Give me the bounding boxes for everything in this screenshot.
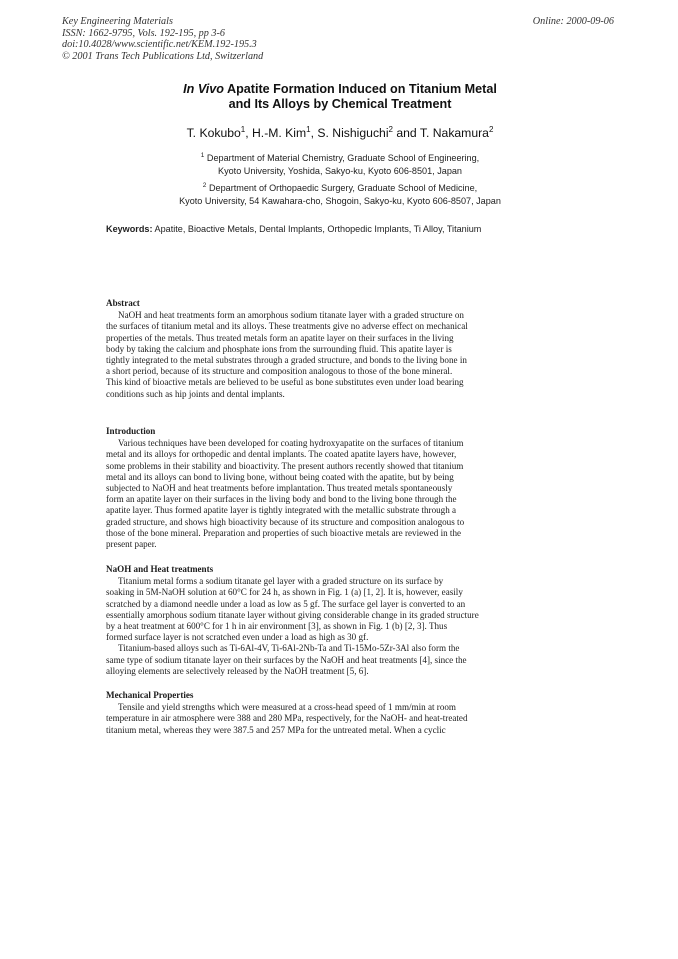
affiliation-2 [110,180,570,207]
paragraph-line: a short period, because of its structure and composition analogous to those of the bone mineral. [106,366,453,377]
journal-name: Key Engineering Materials [62,16,173,27]
online-date: Online: 2000-09-06 [532,16,614,27]
paragraph-line: essentially amorphous sodium titanate layer without giving considerable change in its graded structure [106,609,479,620]
paragraph-line: Titanium metal forms a sodium titanate gel layer with a graded structure on its surface by [118,576,444,587]
paragraph-line: formed surface layer is not scratched even under a load as high as 30 gf. [106,632,369,643]
paragraph-line: tightly integrated to the metal substrates through a graded structure, and bonds to the living bone in [106,355,467,366]
author-name: , S. Nishiguchi [310,126,389,141]
affiliation-line: Kyoto University, 54 Kawahara-cho, Shogoin, Sakyo-ku, Kyoto 606-8507, Japan [179,195,501,206]
section-heading: Abstract [106,298,140,308]
paragraph-line: metal and its alloys can bond to living bone, without being coated with the apatite, but by being [106,471,454,482]
title-line-2: and Its Alloys by Chemical Treatment [228,97,452,111]
section-body [106,576,554,677]
naoh-heat-treatments-section [106,564,554,677]
affiliation-text: Department of Material Chemistry, Graduate School of Engineering, [204,153,480,164]
author-name: and T. Nakamura [392,126,489,141]
publication-metadata [62,16,392,62]
paragraph-line: those of the bone mineral. Preparation and properties of such bioactive metals are reviewed in the [106,527,462,538]
section-body [106,702,554,736]
paragraph-line: scratched by a diamond needle under a load as low as 5 gf. The surface gel layer is converted to an [106,598,466,609]
paragraph-line: subjected to NaOH and heat treatments before implantation. Thus treated metals spontaneously [106,483,453,494]
title-italic: In Vivo [183,82,224,96]
title-line-1 [120,82,560,97]
issn-line: ISSN: 1662-9795, Vols. 192-195, pp 3-6 [62,27,225,39]
author-affil-mark: 1 [306,125,311,134]
affiliation-line [110,180,570,195]
author-affil-mark: 1 [240,125,246,134]
paragraph-line: body by taking the calcium and phosphate ions from the surrounding fluid. This apatite layer is [106,343,452,354]
keywords [106,224,576,234]
section-body [106,310,554,400]
affiliation-line [110,150,570,165]
title-line-1-rest: Apatite Formation Induced on Titanium Metal [223,82,497,96]
affiliation-mark: 2 [202,182,207,189]
doi-line[interactable]: doi:10.4028/www.scientific.net/KEM.192-195.3 [62,39,257,51]
affiliation-mark: 1 [200,152,205,159]
copyright-line: © 2001 Trans Tech Publications Ltd, Switzerland [62,50,264,62]
paragraph-line: temperature in air atmosphere were 388 and 280 MPa, respectively, for the NaOH- and heat-treated [106,713,468,724]
abstract-section [106,298,554,400]
paragraph-line: Various techniques have been developed for coating hydroxyapatite on the surfaces of titanium [118,438,464,449]
section-body [106,438,554,550]
author-name: , H.-M. Kim [245,126,307,141]
author-name: T. Kokubo [186,126,241,141]
paragraph-line: titanium metal, whereas they were 387.5 and 257 MPa for the untreated metal. When a cyclic [106,724,446,735]
keywords-text: Apatite, Bioactive Metals, Dental Implants, Orthopedic Implants, Ti Alloy, Titanium [152,224,482,234]
paragraph-line: same type of sodium titanate layer on their surfaces by the NaOH and heat treatments [4], since the [106,654,467,665]
author-affil-mark: 2 [488,125,494,134]
affiliation-text: Department of Orthopaedic Surgery, Graduate School of Medicine, [206,183,478,194]
paragraph-line: conditions such as hip joints and dental implants. [106,388,285,399]
paragraph-line: This kind of bioactive metals are believed to be useful as bone substitutes even under load bearing [106,377,464,388]
keywords-label: Keywords: [106,224,153,234]
paragraph-line: form an apatite layer on their surfaces in the living body and bond to the living bone through the [106,494,457,505]
paragraph-line: soaking in 5M-NaOH solution at 60°C for 24 h, as shown in Fig. 1 (a) [1, 2]. It is, however, easily [106,587,463,598]
paragraph-line: graded structure, and shows high bioactivity because of its structure and composition analogous to [106,516,465,527]
author-affil-mark: 2 [388,125,393,134]
paragraph-line: metal and its alloys for orthopedic and dental implants. The coated apatite layers have, however, [106,449,457,460]
author-list [100,125,580,140]
introduction-section [106,426,554,550]
paragraph-line: apatite layer. Thus formed apatite layer is tightly integrated with the metallic substrate through a [106,505,457,516]
paragraph-line: properties of the metals. Thus treated metals form an apatite layer on their surfaces in the living [106,332,454,343]
paragraph-line: NaOH and heat treatments form an amorphous sodium titanate layer with a graded structure on [118,310,464,321]
paragraph-line: the surfaces of titanium metal and its alloys. These treatments give no adverse effect on mechanical [106,321,468,332]
paragraph-line: by a heat treatment at 600°C for 1 h in air environment [3], as shown in Fig. 1 (b) [2, 3]. Thus [106,621,448,632]
section-heading: Introduction [106,426,156,436]
paragraph-line: alloying elements are selectively released by the NaOH treatment [5, 6]. [106,665,369,676]
paragraph-line: some problems in their stability and bioactivity. The present authors recently showed that titanium [106,460,464,471]
paragraph-line: Tensile and yield strengths which were measured at a cross-head speed of 1 mm/min at room [118,702,457,713]
affiliation-line: Kyoto University, Yoshida, Sakyo-ku, Kyoto 606-8501, Japan [218,165,462,176]
paragraph-line: Titanium-based alloys such as Ti-6Al-4V, Ti-6Al-2Nb-Ta and Ti-15Mo-5Zr-3Al also form the [118,643,460,654]
section-heading: NaOH and Heat treatments [106,564,214,574]
paper-title [120,82,560,112]
affiliation-1 [110,150,570,177]
paragraph-line: present paper. [106,539,157,550]
section-heading: Mechanical Properties [106,690,194,700]
mechanical-properties-section [106,690,554,736]
